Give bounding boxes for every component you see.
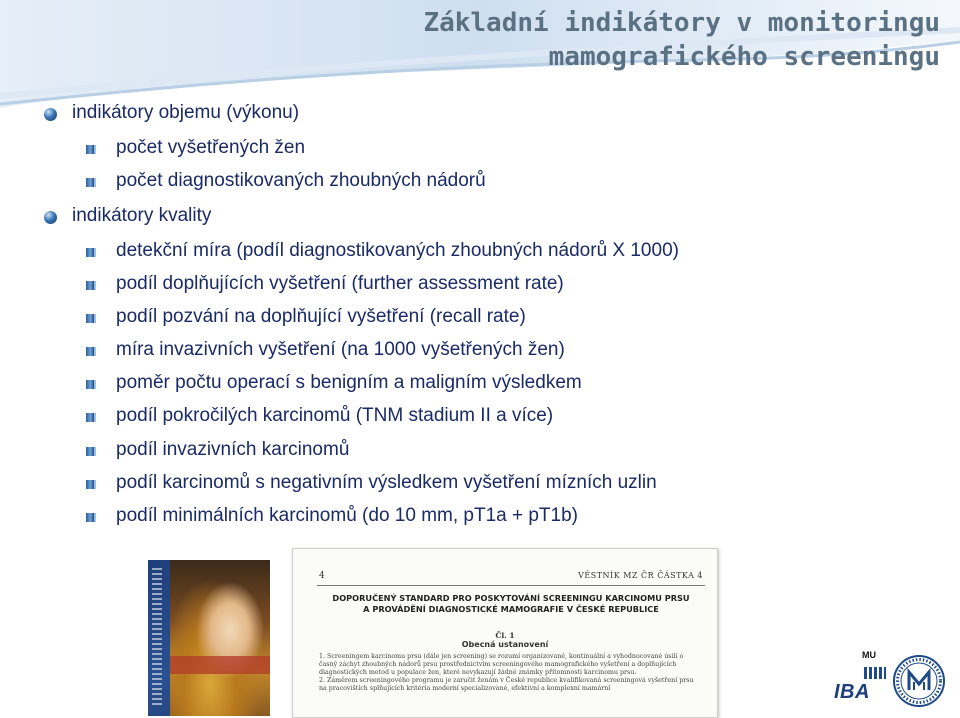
list-item: podíl doplňujících vyšetření (further assessment rate)	[86, 273, 564, 295]
square-bullet-icon	[86, 281, 96, 290]
doc-divider	[317, 585, 705, 586]
list-item: detekční míra (podíl diagnostikovaných zhoubných nádorů X 1000)	[86, 240, 679, 262]
slide-title-line-2: mamografického screeningu	[548, 42, 940, 72]
square-bullet-icon	[86, 380, 96, 389]
guidelines-book-cover-image	[148, 560, 270, 716]
section-heading-volume: indikátory objemu (výkonu)	[44, 102, 299, 124]
cover-band	[170, 656, 270, 674]
iba-logo-text: IBA	[834, 681, 870, 703]
doc-article-number: Čl. 1	[495, 631, 515, 640]
doc-heading: DOPORUČENÝ STANDARD PRO POSKYTOVÁNÍ SCREENINGU KARCINOMU PRSU A PROVÁDĚNÍ DIAGNOSTICKÉ MAMOGRAFIE V ČESKÉ REPUBLICE	[332, 593, 690, 614]
list-item: podíl pozvání na doplňující vyšetření (recall rate)	[86, 306, 526, 328]
doc-body-text: 1. Screeningem karcinomu prsu (dále jen screening) se rozumí organizované, kontinuální a vyhodnocované úsilí o časný záchyt zhoubných nádorů prsu prostřednictvím screeningového mamografického vyšetření a doplňujících diagnostických metod u populace žen, které nevykazují žádné známky přítomnosti karcinomu prsu. 2. Záměrem screeningového programu je zaručit ženám v České republice kvalifikovaná screeningová vyšetření prsu na pracovištích splňujících kritéria moderní specializované, efektivní a komplexní mamární	[319, 653, 694, 692]
masaryk-university-seal-icon	[892, 654, 946, 708]
square-bullet-icon	[86, 447, 96, 456]
official-journal-page-image	[292, 548, 718, 718]
slide-title-line-1: Základní indikátory v monitoringu	[423, 8, 940, 38]
mu-logo-text: MU	[862, 650, 876, 660]
list-item: podíl pokročilých karcinomů (TNM stadium II a více)	[86, 405, 553, 427]
square-bullet-icon	[86, 248, 96, 257]
list-item: podíl minimálních karcinomů (do 10 mm, pT1a + pT1b)	[86, 505, 578, 527]
doc-page-number: 4	[319, 571, 325, 581]
list-item: podíl karcinomů s negativním výsledkem vyšetření mízních uzlin	[86, 472, 657, 494]
list-item: počet diagnostikovaných zhoubných nádorů	[86, 170, 486, 192]
list-item: poměr počtu operací s benigním a maligním výsledkem	[86, 372, 582, 394]
square-bullet-icon	[86, 178, 96, 187]
doc-journal-header: VĚSTNÍK MZ ČR ČÁSTKA 4	[578, 571, 703, 580]
iba-logo	[834, 667, 886, 707]
cover-title-text	[152, 568, 162, 708]
list-item: míra invazivních vyšetření (na 1000 vyšetřených žen)	[86, 339, 565, 361]
square-bullet-icon	[86, 145, 96, 154]
square-bullet-icon	[86, 347, 96, 356]
doc-article-title: Obecná ustanovení	[461, 640, 549, 649]
square-bullet-icon	[86, 413, 96, 422]
round-bullet-icon	[44, 108, 57, 121]
list-item: počet vyšetřených žen	[86, 137, 305, 159]
iba-logo-bars-icon	[864, 667, 886, 679]
square-bullet-icon	[86, 513, 96, 522]
square-bullet-icon	[86, 480, 96, 489]
square-bullet-icon	[86, 314, 96, 323]
round-bullet-icon	[44, 211, 57, 224]
section-heading-quality: indikátory kvality	[44, 205, 211, 227]
slide-title	[340, 6, 940, 74]
cover-painting	[170, 560, 270, 716]
list-item: podíl invazivních karcinomů	[86, 439, 349, 461]
